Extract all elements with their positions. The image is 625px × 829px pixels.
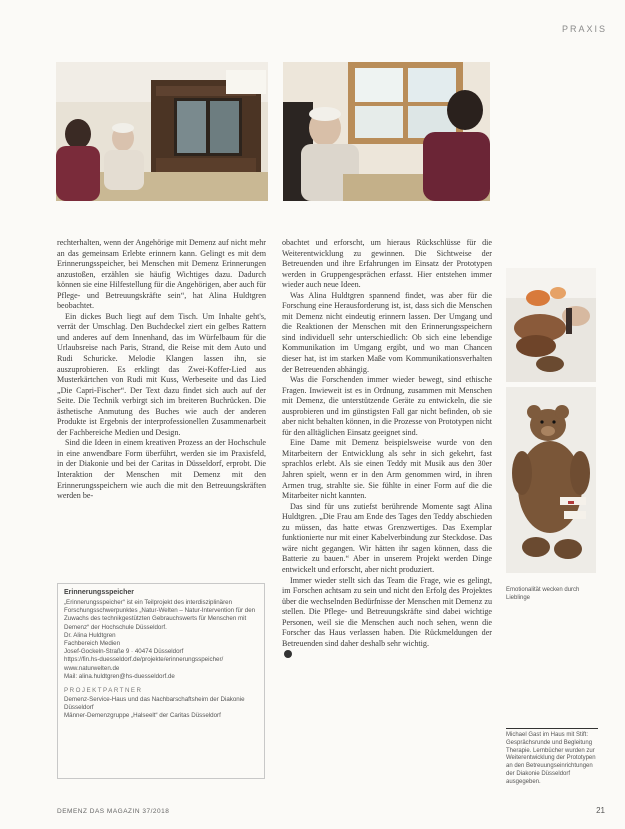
caption-divider — [506, 728, 598, 729]
photo-teddy-bear — [506, 387, 596, 573]
paragraph: Eine Dame mit Demenz beispielsweise wurde von den Mitarbeitern der Entwicklung als sehr in sich gekehrt, fast sprachlos erlebt. Als sie einen Teddy mit Musik aus den 30er Jahren spielt, wenn er in den Arm genommen wird, in ihren Armen trug, strahlte sie. Sie fühlte in einer Form auf die die Mitarbeiter nicht kannten. — [282, 438, 492, 501]
paragraph: Das sind für uns zutiefst berührende Momente sagt Alina Huldtgren. „Die Frau am Ende des Tages den Teddy abschieden zu müssen, das hatte etwas Grenzwertiges. Das Exemplar funktionierte nur mit einer Kabelverbindung zur Steckdose. Das wäre nicht gegangen. Wir hätten ihr sagen können, dass die Batterie zu bauen.“ Aber in unserem Projekt werden Dinge entwickelt und erforscht, aber nicht produziert. — [282, 501, 492, 574]
contact-line: Dr. Alina Huldtgren — [64, 631, 116, 639]
partner-line: Demenz-Service-Haus und das Nachbarschaftsheim der Diakonie Düsseldorf — [64, 696, 245, 712]
article-column-right — [282, 238, 492, 776]
end-of-article-icon — [284, 650, 292, 658]
photo-conversation-right — [283, 62, 490, 201]
caption-bottom: Michael Gast im Haus mit Stift: Gesprächsrunde und Begleitung Therapie. Lernbücher wurden zur Weiterentwicklung der Prototypen an den Betreuungseinrichtungen der Diakonie Düsseldorf ausgegeben. — [506, 732, 596, 785]
contact-link[interactable]: www.naturwelten.de — [64, 664, 120, 672]
caption-teddy: Emotionalität wecken durch Lieblinge — [506, 587, 580, 601]
partners-heading: PROJEKTPARTNER — [64, 687, 143, 695]
contact-email[interactable]: Mail: alina.huldtgren@hs-duesseldorf.de — [64, 672, 175, 680]
info-box — [57, 583, 265, 779]
partner-line: Männer-Demenzgruppe „Halseelt“ der Caritas Düsseldorf — [64, 712, 221, 720]
contact-line: Fachbereich Medien — [64, 640, 121, 648]
paragraph: Immer wieder stellt sich das Team die Frage, wie es gelingt, im Forschen achtsam zu sein und nicht den Erfolg des Projektes über die wechselnden Bedürfnisse der Menschen mit Demenz zu stellen. Die Pflege- und Betreuungskräfte sind dabei wichtige Personen, weil sie die Menschen auch noch sehen, wenn die Forscher das Haus verlassen haben. Die Rückmeldungen der Betreuenden sind daher deshalb sehr wichtig. — [282, 575, 492, 648]
paragraph: Ein dickes Buch liegt auf dem Tisch. Um Inhalte geht's, verrät der Umschlag. Den Buchdeckel ziert ein gelbes Rattern und anderes auf dem Innenhand, das im Würfelbaum für die Urlaubsreise nach Paris, Strand, die Reise mit dem Auto und Rudi Schuricke. Melodie Klangen lassen ihn, sie auszuprobieren. Es erklingt das Zwei-Koffer-Lied aus Musterkärtchen von Rudi mit Kuss, Werbeseite und das Lied „Die Capri-Fischer“. Der Text dazu findet sich auch auf der Seite. Die Technik verbirgt sich im breiteren Buchrücken. Die ästhetische Anmutung des Buches wie auch der anderen Produkte ist Ergebnis der interprofessionellen Zusammenarbeit der Fachbereiche Medien und Design. — [57, 311, 266, 437]
paragraph: Was Alina Huldtgren spannend findet, was aber für die Forschung eine Herausforderung ist, ist, dass sich die Menschen mit Demenz nicht eindeutig erinnern lassen. Der Umgang und die Reaktionen der Menschen mit den Erinnerungsspeichern sind individuell sehr unterschiedlich: Ob sich eine lebendige Kommunikation im Umgang ergibt, und wo man Chancen dieser hat, ist im starken Maße vom Kommunikationsverhalten der Betreuenden abhängig. — [282, 290, 492, 374]
photo-conversation-left — [56, 62, 268, 201]
info-box-title: Erinnerungsspeicher — [64, 589, 135, 596]
paragraph: Was die Forschenden immer wieder bewegt, sind ethische Fragen. Inwieweit ist es in Ordnung, zusammen mit Menschen mit Demenz, die unterstützende Geräte zu entwickeln, die sie ausprobieren und im günstigsten Fall gar nicht befinden, ob sie aber nicht behalten können, in die Prozesse von Prototypen nicht für den alltäglichen Einsatz geeignet sind. — [282, 375, 492, 437]
info-box-intro: „Erinnerungsspeicher“ ist ein Teilprojekt des interdisziplinären Forschungsschwerpunktes „Natur-Welten – Natur-Intervention für den Zuwachs des technikgestützten Gebrauchswerts für Menschen mit Demenz“ der Hochschule Düsseldorf. — [64, 599, 256, 631]
paragraph: Sind die Ideen in einem kreativen Prozess an der Hochschule in eine anwendbare Form überführt, werden sie im Praxisfeld, in der Diakonie und bei der Caritas in Düsseldorf, erprobt. Die Interaktion der Menschen mit Demenz mit den Erinnerungsspeichern wie auch die mit den Betreuungskräften werden be- — [57, 438, 266, 501]
contact-line: Josef-Gockeln-Straße 9 · 40474 Düsseldorf — [64, 648, 184, 656]
photo-prototype-materials — [506, 268, 596, 382]
contact-link[interactable]: https://fin.hs-duesseldorf.de/projekte/erinnerungsspeicher/ — [64, 656, 224, 664]
paragraph: rechterhalten, wenn der Angehörige mit Demenz auf nicht mehr an das gemeinsam Erlebte erinnern kann. Gelingt es mit dem Erinnerungsspeicher, bei Menschen mit Demenz Erinnerungen anzustoßen, erzählen sie häufig Wichtiges dazu. Dadurch können sie eine Hilfestellung für die Angehörigen, aber auch für Pflege- und Betreuungskräfte sein“, hat Alina Huldtgren beobachtet. — [57, 238, 266, 311]
article-column-left — [57, 238, 266, 570]
page-number: 21 — [596, 806, 605, 815]
paragraph: obachtet und erforscht, um hieraus Rückschlüsse für die Weiterentwicklung zu gewinnen. Die Sichtweise der Betreuenden und ihre Erfahrungen im Einsatz der Prototypen werden in Gruppengesprächen erfasst. Hier entstehen immer wieder auch neue Ideen. — [282, 238, 492, 290]
section-label: PRAXIS — [561, 24, 607, 34]
journal-footer: DEMENZ DAS MAGAZIN 37/2018 — [57, 808, 170, 815]
